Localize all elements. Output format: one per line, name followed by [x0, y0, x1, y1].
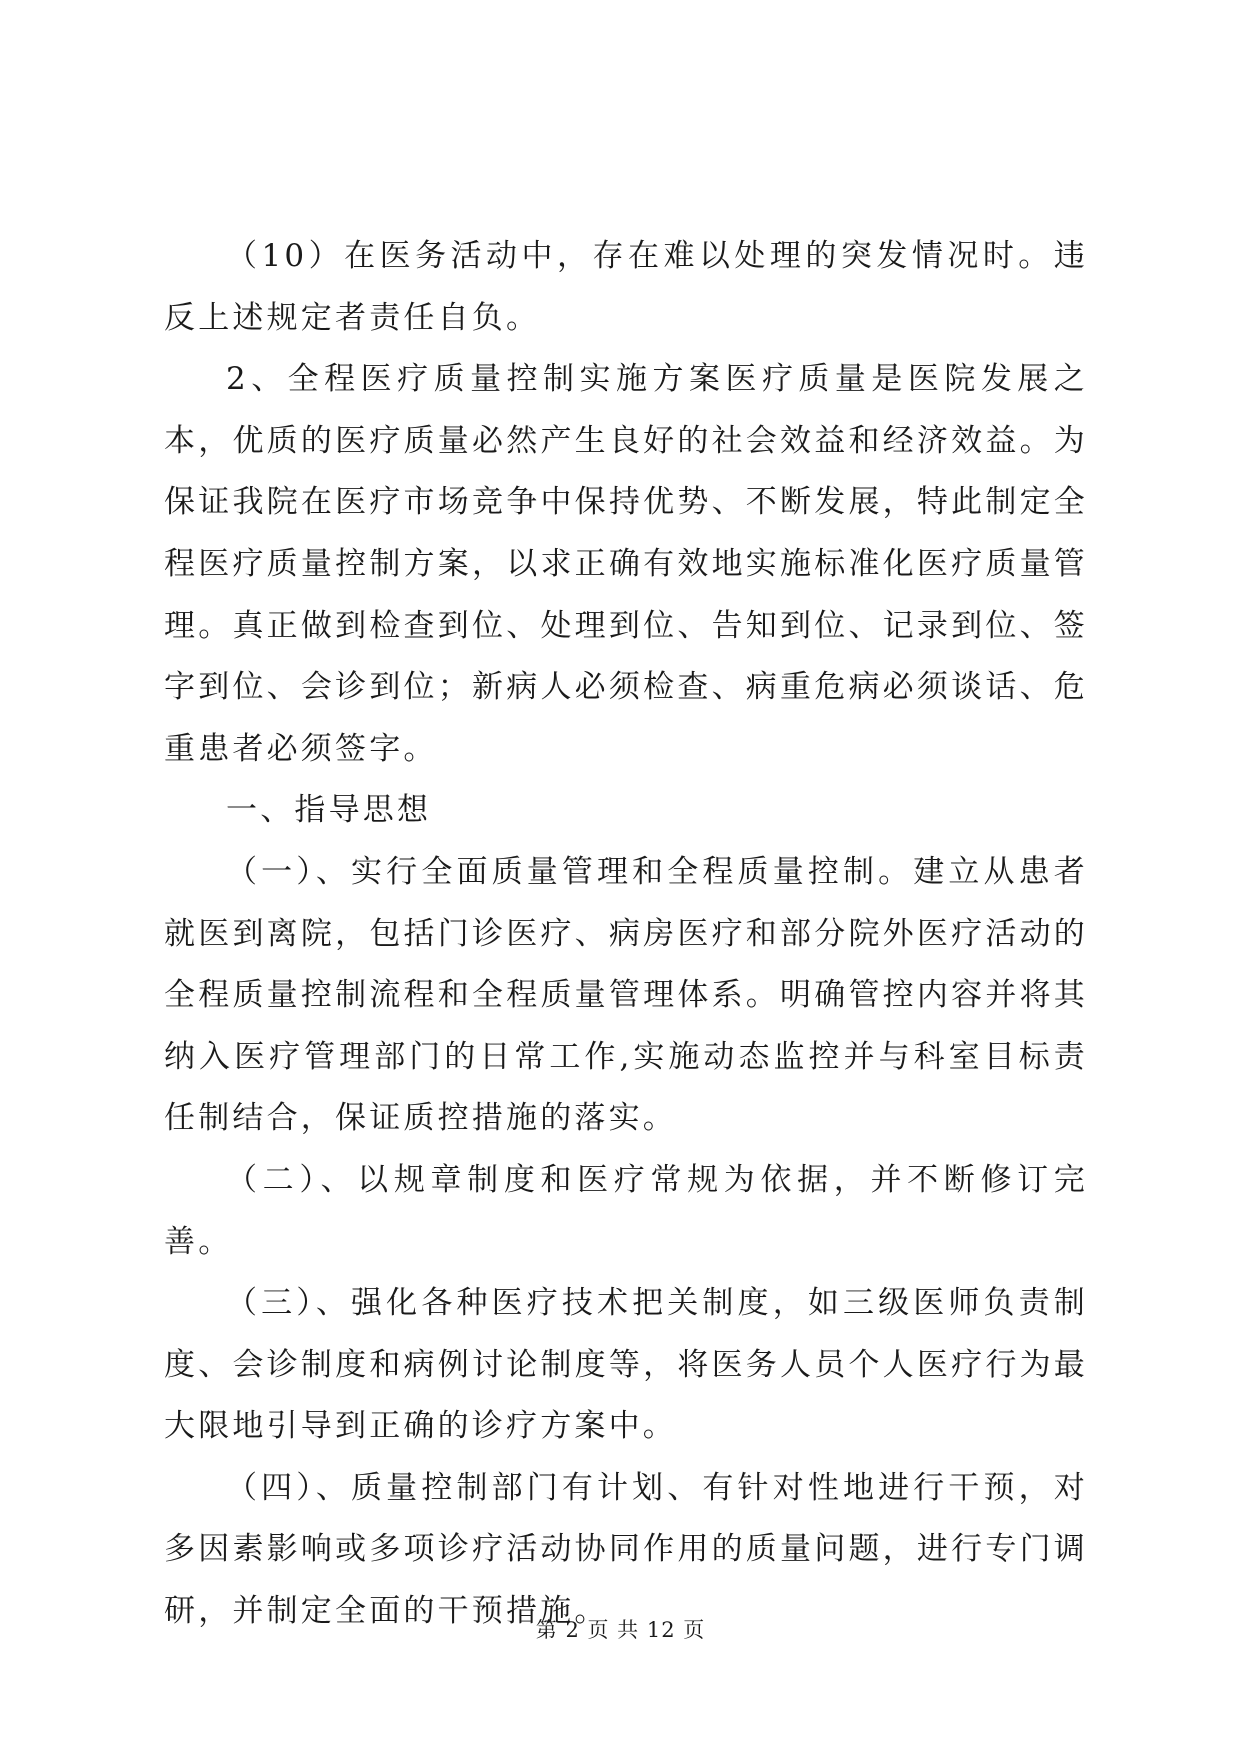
section-heading-guiding-ideology: 一、指导思想 — [226, 792, 432, 829]
paragraph-point-3: （三）、强化各种医疗技术把关制度，如三级医师负责制度、会诊制度和病例讨论制度等，将医务人员个人医疗行为最大限地引导到正确的诊疗方案中。 — [164, 1285, 1088, 1445]
page-number-footer: 第 2 页 共 12 页 — [535, 1618, 706, 1642]
paragraph-quality-control-plan: 2、全程医疗质量控制实施方案医疗质量是医院发展之本，优质的医疗质量必然产生良好的社会效益和经济效益。为保证我院在医疗市场竞争中保持优势、不断发展，特此制定全程医疗质量控制方案，以求正确有效地实施标准化医疗质量管理。真正做到检查到位、处理到位、告知到位、记录到位、签字到位、会诊到位；新病人必须检查、病重危病必须谈话、危重患者必须签字。 — [164, 361, 1088, 767]
paragraph-point-2: （二）、以规章制度和医疗常规为依据，并不断修订完善。 — [164, 1161, 1088, 1260]
paragraph-point-1: （一）、实行全面质量管理和全程质量控制。建立从患者就医到离院，包括门诊医疗、病房医疗和部分院外医疗活动的全程质量控制流程和全程质量管理体系。明确管控内容并将其纳入医疗管理部门的日常工作,实施动态监控并与科室目标责任制结合，保证质控措施的落实。 — [164, 853, 1088, 1137]
paragraph-item-10: （10）在医务活动中，存在难以处理的突发情况时。违反上述规定者责任自负。 — [164, 238, 1088, 336]
paragraph-point-4: （四）、质量控制部门有计划、有针对性地进行干预，对多因素影响或多项诊疗活动协同作用的质量问题，进行专门调研，并制定全面的干预措施。 — [164, 1469, 1088, 1630]
document-body — [164, 226, 1088, 1643]
